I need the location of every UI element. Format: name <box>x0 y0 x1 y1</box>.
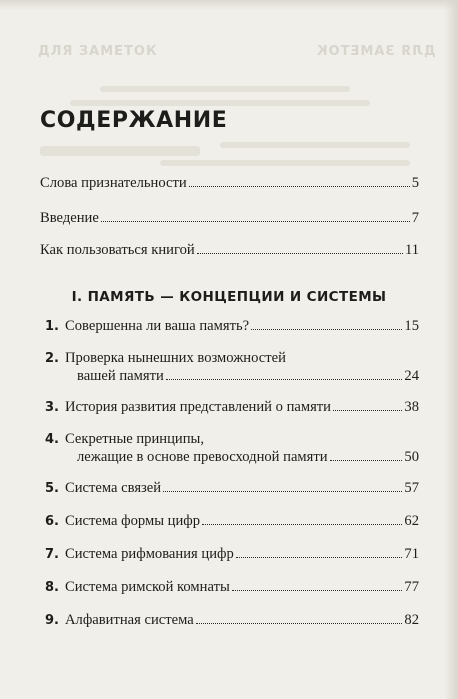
chapter-page: 62 <box>404 513 419 529</box>
toc-entry-page: 5 <box>411 175 419 191</box>
dot-leader <box>189 186 410 187</box>
toc-entry[interactable] <box>40 174 419 192</box>
toc-entry[interactable] <box>40 241 419 259</box>
dot-leader <box>236 557 403 558</box>
chapter-title-line1: Секретные принципы, <box>65 431 204 447</box>
chapter-title: История развития представлений о памяти <box>65 399 331 415</box>
chapter-title: Алфавитная система <box>65 612 194 628</box>
chapter-number: 1. <box>45 319 59 334</box>
chapter-page: 24 <box>404 368 419 384</box>
show-through-text-left: ДЛЯ ЗАМЕТОК <box>38 44 158 59</box>
chapter-entry[interactable] <box>36 611 419 630</box>
dot-leader <box>251 329 402 330</box>
toc-entry-label: Слова признательности <box>40 175 187 191</box>
chapter-number: 2. <box>45 351 59 366</box>
chapter-entry[interactable] <box>36 398 419 417</box>
page-title: СОДЕРЖАНИЕ <box>40 108 228 133</box>
dot-leader <box>202 524 402 525</box>
chapter-title: Совершенна ли ваша память? <box>65 318 250 334</box>
section-heading: I. ПАМЯТЬ — КОНЦЕПЦИИ И СИСТЕМЫ <box>71 289 387 305</box>
dot-leader <box>333 410 402 411</box>
chapter-title: вашей памяти <box>77 368 164 384</box>
chapter-number: 5. <box>45 481 59 496</box>
chapter-number: 9. <box>45 613 59 628</box>
dot-leader <box>101 221 410 222</box>
dot-leader <box>330 460 403 461</box>
chapter-entry[interactable] <box>36 317 419 336</box>
chapter-page: 50 <box>404 449 419 465</box>
chapter-page: 15 <box>404 318 419 334</box>
chapter-entry[interactable] <box>36 479 419 498</box>
chapter-entry[interactable] <box>36 512 419 531</box>
chapter-entry[interactable] <box>36 578 419 597</box>
chapter-page: 57 <box>404 480 419 496</box>
chapter-title: Система формы цифр <box>65 513 201 529</box>
chapter-number: 8. <box>45 580 59 595</box>
toc-entry-page: 7 <box>411 210 419 226</box>
dot-leader <box>197 253 403 254</box>
chapter-title: Система рифмования цифр <box>65 546 234 562</box>
toc-entry-page: 11 <box>404 242 419 258</box>
chapter-title: Система римской комнаты <box>65 579 230 595</box>
page-top-shadow <box>0 0 458 10</box>
dot-leader <box>166 379 403 380</box>
chapter-page: 77 <box>404 579 419 595</box>
chapter-page: 38 <box>404 399 419 415</box>
chapter-page: 71 <box>404 546 419 562</box>
chapter-title: Система связей <box>65 480 162 496</box>
dot-leader <box>163 491 402 492</box>
chapter-number: 4. <box>45 432 59 447</box>
dot-leader <box>232 590 403 591</box>
toc-entry-label: Введение <box>40 210 99 226</box>
toc-entry[interactable] <box>40 209 419 227</box>
chapter-page: 82 <box>404 612 419 628</box>
chapter-title-line1: Проверка нынешних возможностей <box>65 350 286 366</box>
toc-entry-label: Как пользоваться книгой <box>40 242 195 258</box>
chapter-number: 6. <box>45 514 59 529</box>
dot-leader <box>196 623 403 624</box>
chapter-number: 3. <box>45 400 59 415</box>
page-right-shadow <box>444 0 458 699</box>
chapter-entry[interactable] <box>36 349 419 385</box>
chapter-number: 7. <box>45 547 59 562</box>
chapter-entry[interactable] <box>36 545 419 564</box>
chapter-title: лежащие в основе превосходной памяти <box>77 449 328 465</box>
show-through-text-right: ДЛЯ ЗАМЕТОК <box>316 44 436 59</box>
chapter-entry[interactable] <box>36 430 419 466</box>
